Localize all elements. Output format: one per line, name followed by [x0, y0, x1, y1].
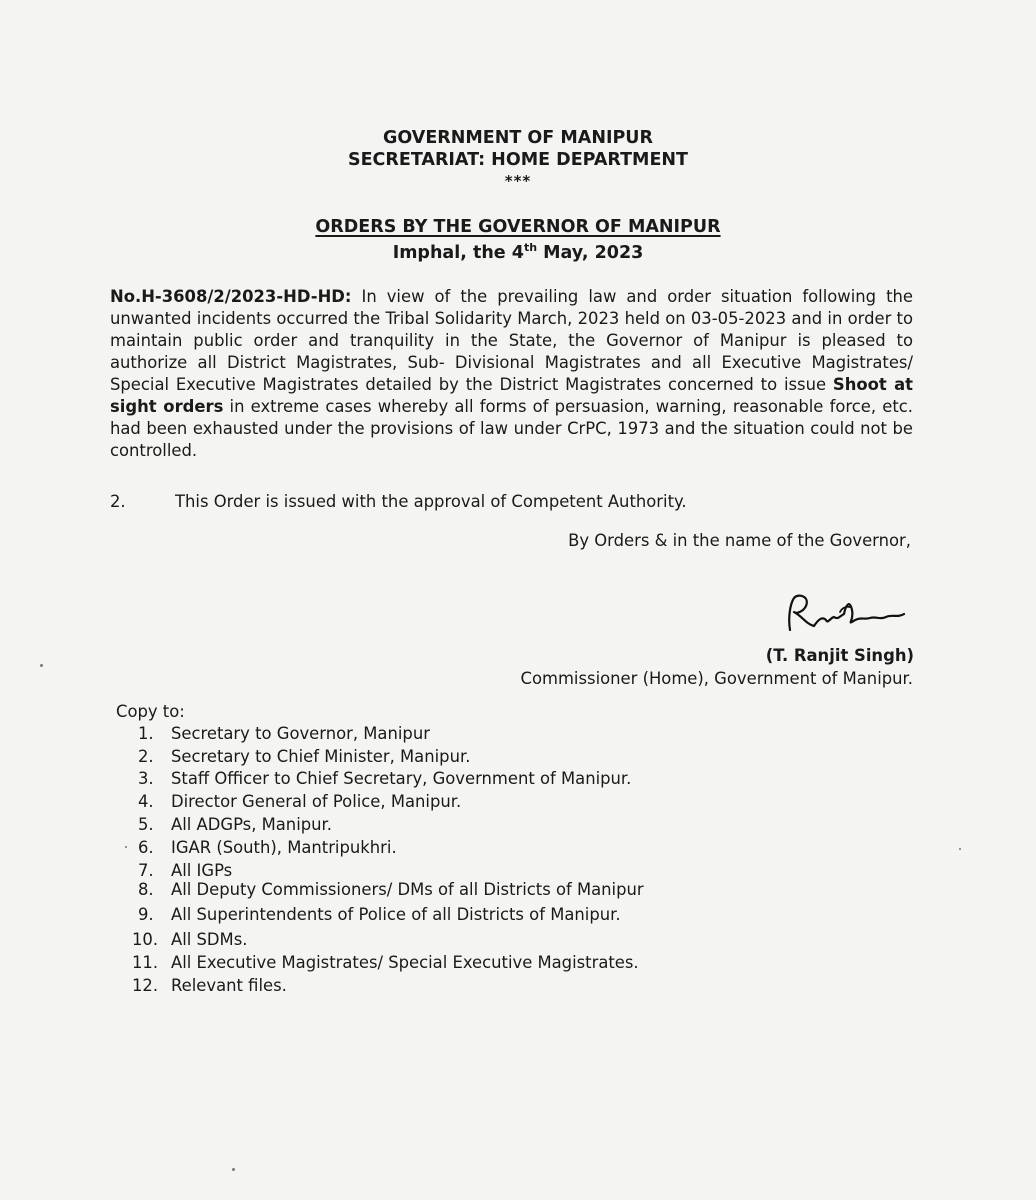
list-item-number: 7. — [138, 861, 154, 880]
list-item-number: 9. — [138, 905, 154, 924]
list-item — [138, 880, 644, 899]
list-item — [138, 815, 332, 834]
list-item-number: 8. — [138, 880, 154, 899]
list-item — [138, 769, 631, 788]
list-item-text: All IGPs — [171, 861, 233, 880]
list-item — [138, 905, 621, 924]
scan-speck — [40, 664, 43, 667]
list-item-text: All SDMs. — [171, 930, 248, 949]
list-item-text: All Deputy Commissioners/ DMs of all Districts of Manipur — [171, 880, 644, 899]
list-item-number: 5. — [138, 815, 154, 834]
list-item-number: 12. — [132, 976, 159, 995]
shoot-at-sight-phrase: Shoot at sight orders — [110, 375, 913, 416]
signatory-title: Commissioner (Home), Government of Manipur. — [520, 669, 913, 688]
date-ordinal: th — [523, 241, 538, 254]
date-suffix: May, 2023 — [537, 242, 644, 263]
list-item-number: 1. — [138, 724, 154, 743]
reference-number: No.H-3608/2/2023-HD-HD: — [110, 287, 352, 306]
paragraph-text-1: In view of the prevailing law and order situation following the unwanted incidents occurred the Tribal Solidarity March, 2023 held on 03-05-2023 and in order to maintain public order and tranquility in the State, the Governor of Manipur is pleased to authorize all District Magistrates, Sub- Divisional Magistrates and all Executive Magistrates/ Special Executive Magistrates detailed by the District Magistrates concerned to issue — [110, 287, 913, 394]
list-item — [138, 724, 430, 743]
list-item-text: Secretary to Governor, Manipur — [171, 724, 430, 743]
list-item-number: 3. — [138, 769, 154, 788]
separator-stars: *** — [504, 172, 532, 190]
by-orders-line: By Orders & in the name of the Governor, — [568, 531, 911, 550]
list-item — [132, 976, 287, 995]
list-item-text: All Superintendents of Police of all Districts of Manipur. — [171, 905, 621, 924]
list-item-number: 10. — [132, 930, 159, 949]
department-heading: SECRETARIAT: HOME DEPARTMENT — [347, 150, 688, 170]
list-item-number: 4. — [138, 792, 154, 811]
list-item-text: All Executive Magistrates/ Special Executive Magistrates. — [171, 953, 639, 972]
paragraph-2-text: This Order is issued with the approval of Competent Authority. — [175, 492, 687, 511]
scan-speck — [125, 846, 127, 848]
list-item-text: Secretary to Chief Minister, Manipur. — [171, 747, 471, 766]
list-item — [132, 930, 247, 949]
copy-to-label: Copy to: — [116, 702, 185, 721]
list-item-text: Relevant files. — [171, 976, 287, 995]
list-item — [138, 861, 232, 880]
list-item-text: IGAR (South), Mantripukhri. — [171, 838, 397, 857]
list-item-number: 11. — [132, 953, 159, 972]
date-prefix: Imphal, the 4 — [392, 242, 524, 263]
paragraph-text-2: in extreme cases whereby all forms of persuasion, warning, reasonable force, etc. had been exhausted under the provisions of law under CrPC, 1973 and the situation could not be controlled. — [110, 397, 913, 460]
list-item-text: Director General of Police, Manipur. — [171, 792, 462, 811]
signatory-name: (T. Ranjit Singh) — [765, 646, 914, 665]
scan-speck — [959, 848, 961, 850]
list-item — [132, 953, 639, 972]
list-item-number: 6. — [138, 838, 154, 857]
list-item — [138, 747, 470, 766]
scan-speck — [232, 1168, 235, 1171]
govt-heading: GOVERNMENT OF MANIPUR — [383, 128, 653, 148]
paragraph-2-number: 2. — [110, 492, 126, 511]
order-title: ORDERS BY THE GOVERNOR OF MANIPUR — [315, 217, 721, 237]
list-item — [138, 838, 397, 857]
list-item — [138, 792, 461, 811]
list-item-text: All ADGPs, Manipur. — [171, 815, 332, 834]
list-item-text: Staff Officer to Chief Secretary, Government of Manipur. — [171, 769, 632, 788]
list-item-number: 2. — [138, 747, 154, 766]
